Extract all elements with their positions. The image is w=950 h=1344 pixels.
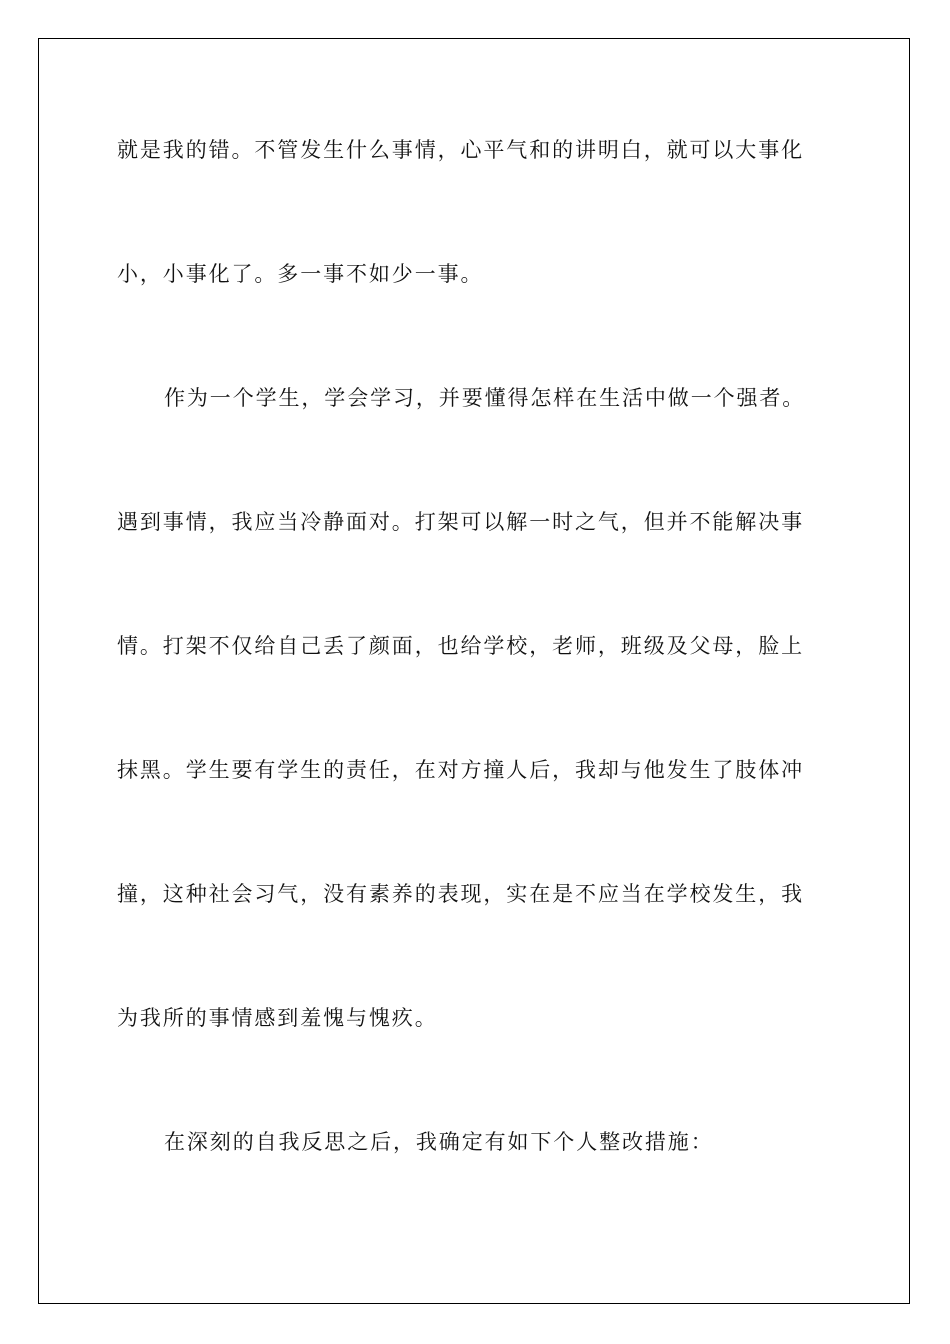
text-line: 就是我的错。不管发生什么事情，心平气和的讲明白，就可以大事化 <box>117 138 804 162</box>
text-line: 遇到事情，我应当冷静面对。打架可以解一时之气，但并不能解决事 <box>117 510 804 534</box>
text-line: 情。打架不仅给自己丢了颜面，也给学校，老师，班级及父母，脸上 <box>117 634 804 658</box>
paragraph-first-line: 作为一个学生，学会学习，并要懂得怎样在生活中做一个强者。 <box>164 386 806 410</box>
text-line: 抹黑。学生要有学生的责任，在对方撞人后，我却与他发生了肢体冲 <box>117 758 804 782</box>
page-border <box>38 38 910 1304</box>
paragraph-first-line: 在深刻的自我反思之后，我确定有如下个人整改措施： <box>164 1130 714 1154</box>
text-line: 撞，这种社会习气，没有素养的表现，实在是不应当在学校发生，我 <box>117 882 804 906</box>
text-line: 为我所的事情感到羞愧与愧疚。 <box>117 1006 438 1030</box>
text-line: 小，小事化了。多一事不如少一事。 <box>117 262 484 286</box>
